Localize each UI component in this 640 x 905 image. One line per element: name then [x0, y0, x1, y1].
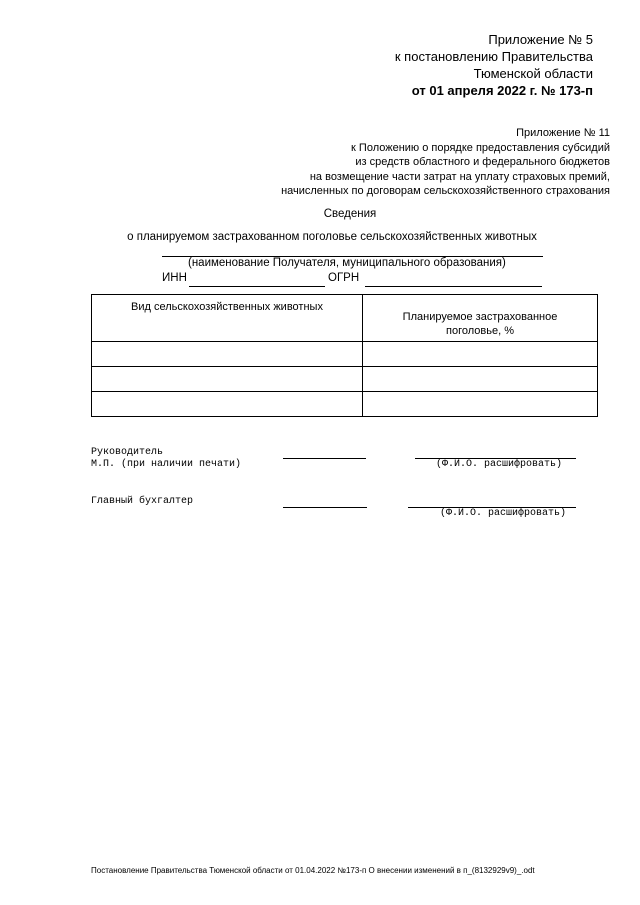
appendix-line-1: Приложение № 11 [516, 127, 610, 139]
table-row [92, 342, 598, 367]
inn-label: ИНН [162, 272, 187, 284]
document-subtitle: о планируемом застрахованном поголовье сельскохозяйственных животных [127, 231, 537, 243]
head-name-caption: (Ф.И.О. расшифровать) [436, 459, 563, 470]
table-cell[interactable] [92, 367, 363, 392]
livestock-table [91, 294, 598, 417]
table-row [92, 392, 598, 417]
head-label: Руководитель [91, 447, 164, 458]
header-line-appendix: Приложение № 5 [488, 32, 593, 47]
column-header-insured-livestock-line1: Планируемое застрахованное [402, 311, 558, 323]
table-header-row [92, 295, 598, 342]
header-line-date: от 01 апреля 2022 г. № 173-п [411, 83, 593, 98]
appendix-line-2: к Положению о порядке предоставления субсидий [351, 141, 610, 154]
ogrn-field-line[interactable] [365, 286, 542, 287]
decree-header [395, 31, 593, 99]
appendix-line-4: на возмещение части затрат на уплату страховых премий, [309, 170, 610, 183]
header-line-region: Тюменской области [473, 66, 593, 81]
document-footer: Постановление Правительства Тюменской области от 01.04.2022 №173-п О внесении изменений в п_(8132929v9)_.odt [91, 866, 535, 875]
inn-field-line[interactable] [189, 286, 325, 287]
appendix-line-3: из средств областного и федерального бюджетов [355, 156, 610, 168]
appendix-line-5: начисленных по договорам сельскохозяйственного страхования [281, 185, 610, 197]
head-signature-line[interactable] [283, 458, 366, 459]
table-cell[interactable] [363, 367, 598, 392]
table-row [92, 367, 598, 392]
accountant-label: Главный бухгалтер [91, 496, 194, 507]
table-cell[interactable] [92, 342, 363, 367]
column-header-insured-livestock [363, 295, 598, 342]
table-cell[interactable] [363, 342, 598, 367]
stamp-label: М.П. (при наличии печати) [91, 459, 242, 470]
document-title: Сведения [323, 208, 377, 220]
column-header-animal-type-label: Вид сельскохозяйственных животных [131, 301, 323, 313]
column-header-insured-livestock-line2: поголовье, % [446, 325, 514, 337]
ogrn-label: ОГРН [328, 272, 360, 284]
table-cell[interactable] [92, 392, 363, 417]
accountant-name-caption: (Ф.И.О. расшифровать) [440, 508, 567, 519]
table-cell[interactable] [363, 392, 598, 417]
recipient-caption: (наименование Получателя, муниципального образования) [188, 257, 506, 269]
header-line-decree: к постановлению Правительства [394, 49, 593, 64]
appendix-reference [281, 126, 610, 199]
column-header-animal-type [92, 295, 363, 342]
accountant-signature-line[interactable] [283, 507, 367, 508]
